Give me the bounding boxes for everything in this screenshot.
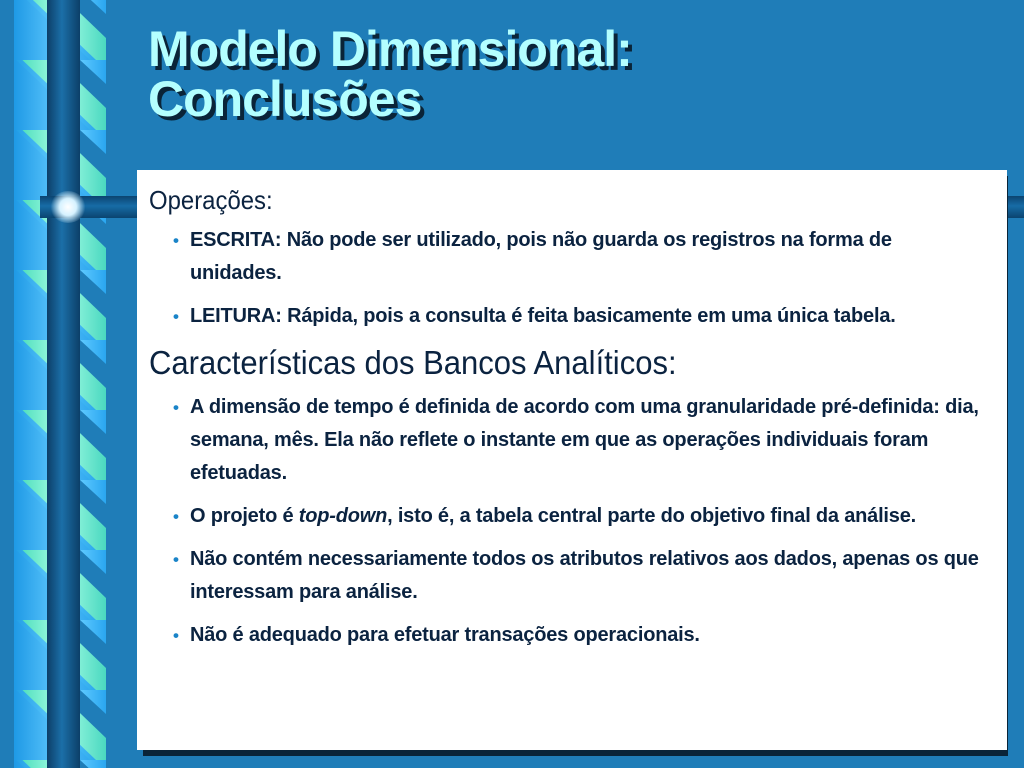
bullet-icon: •	[173, 307, 179, 326]
content-panel	[137, 170, 1007, 750]
bullet-text-before: O projeto é	[190, 505, 299, 527]
list-item	[149, 543, 987, 609]
slide-title-line-2: Conclusões	[148, 71, 422, 127]
bullet-icon: •	[173, 626, 179, 645]
bullet-text-after: , isto é, a tabela central parte do objetivo final da análise.	[387, 505, 916, 527]
bullet-icon: •	[173, 507, 179, 526]
bar-glow-highlight	[50, 191, 86, 223]
bullet-text	[190, 505, 916, 527]
bullet-text: Não é adequado para efetuar transações operacionais.	[190, 624, 700, 646]
list-item	[149, 391, 987, 490]
bullet-icon: •	[173, 231, 179, 250]
section-heading-operacoes: Operações:	[149, 185, 273, 215]
list-item	[149, 500, 987, 533]
bullet-icon: •	[173, 398, 179, 417]
bullet-text: A dimensão de tempo é definida de acordo com uma granularidade pré-definida: dia, semana, mês. Ela não reflete o instante em que as operações individuais foram efetuadas.	[190, 396, 979, 484]
bullet-icon: •	[173, 550, 179, 569]
operacoes-bullet-list	[149, 224, 987, 333]
decorative-ribbon	[0, 0, 115, 768]
bullet-text: Não contém necessariamente todos os atributos relativos aos dados, apenas os que interessam para análise.	[190, 548, 979, 603]
list-item	[149, 619, 987, 652]
list-item	[149, 300, 987, 333]
slide-title-line-1: Modelo Dimensional:	[148, 21, 632, 77]
list-item	[149, 224, 987, 290]
caracteristicas-bullet-list	[149, 391, 987, 652]
slide-title	[148, 21, 632, 127]
bullet-text: ESCRITA: Não pode ser utilizado, pois não guarda os registros na forma de unidades.	[190, 229, 892, 284]
section-heading-caracteristicas: Características dos Bancos Analíticos:	[149, 344, 677, 381]
bullet-text-emphasis: top-down	[298, 505, 388, 527]
bullet-text: LEITURA: Rápida, pois a consulta é feita basicamente em uma única tabela.	[190, 305, 896, 327]
